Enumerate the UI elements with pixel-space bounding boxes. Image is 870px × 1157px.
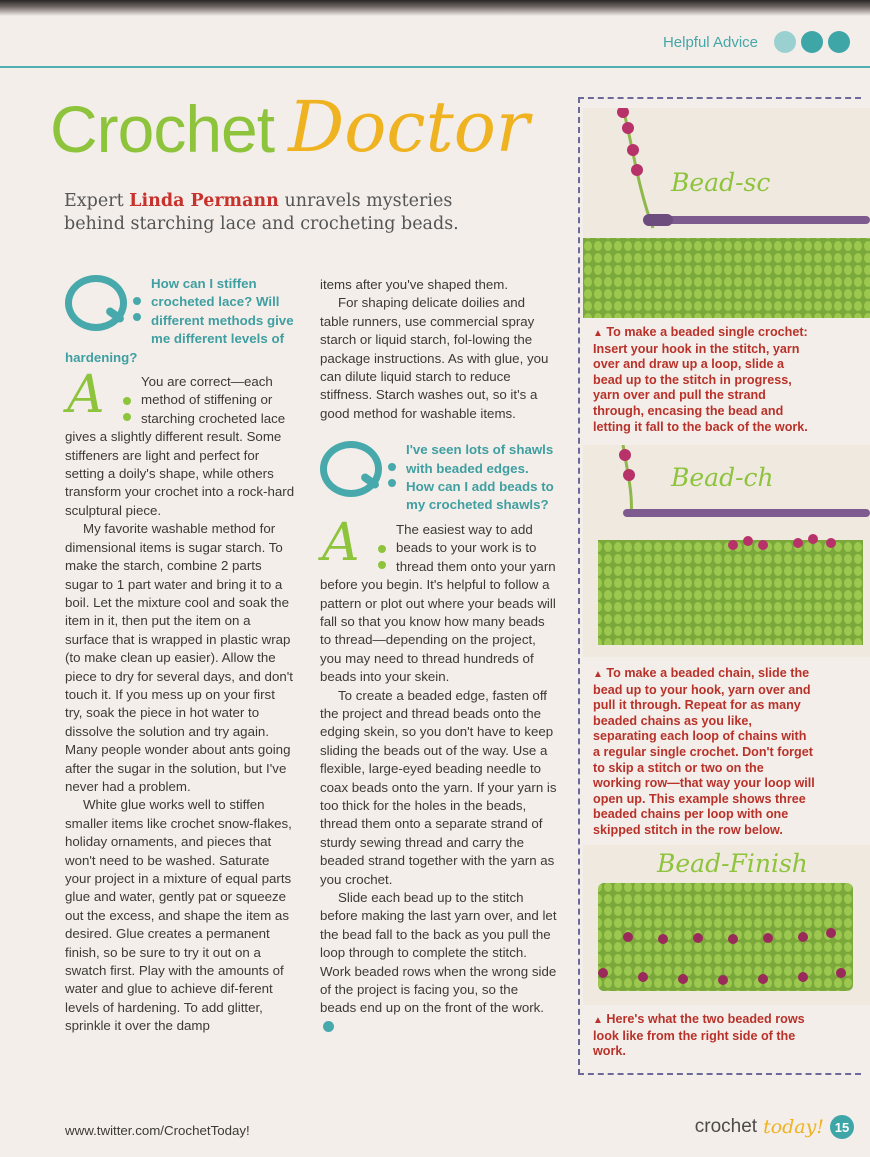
footer-twitter-url: www.twitter.com/CrochetToday!	[65, 1123, 250, 1138]
page-top-edge	[0, 0, 870, 16]
question-2-text: I've seen lots of shawls with beaded edges. How can I add beads to my crocheted shawls?	[406, 442, 554, 513]
article-column-1	[65, 275, 295, 1036]
photo-caption: ▲ Here's what the two beaded rows look like from the right side of the work.	[593, 1012, 805, 1059]
triangle-icon: ▲	[593, 328, 603, 339]
answer-1	[65, 365, 295, 1036]
section-label: Helpful Advice	[662, 34, 758, 51]
title-part2: Doctor	[288, 86, 530, 168]
answer-2-paragraph: To create a beaded edge, fasten off the project and thread beads onto the edging skein, so you don't have to keep sliding the beads out of the way. Use a flexible, large-eyed beading needle to coax beads onto the yarn. If your yarn is too thick for the holes in the beads, thread them onto a separate strand of sturdy sewing thread and carry the beaded strand together with the yarn as you crochet.	[320, 687, 557, 887]
triangle-icon: ▲	[593, 1015, 603, 1026]
article-column-2	[320, 276, 557, 1036]
intro-prefix: Expert	[64, 191, 130, 211]
a-letter-icon: A	[320, 521, 392, 575]
bead-ch-photo	[583, 445, 870, 657]
dot-icon	[828, 31, 850, 53]
photo-label: Bead-Finish	[657, 849, 808, 878]
bead-finish-photo	[583, 845, 870, 1005]
dot-icon	[774, 31, 796, 53]
answer-2-paragraph: The easiest way to add beads to your work is to thread them onto your yarn before you begin. It's helpful to follow a pattern or plot out where your beads will fall so that you know how many beads to thread—depending on the project, you may need to thread hundreds of beads into your skein.	[320, 521, 556, 685]
footer-brand	[695, 1115, 854, 1139]
answer-1-paragraph: For shaping delicate doilies and table runners, use commercial spray starch or liquid starch, fol-lowing the package instructions. As with glue, you can dilute liquid starch to reduce stiffness. Starch washes out, so it's a good method for washable items.	[320, 295, 549, 421]
brand-name: crochet	[694, 1116, 758, 1137]
a-letter-icon: A	[65, 373, 137, 427]
question-1	[65, 275, 295, 367]
brand-name-script: today!	[763, 1116, 824, 1138]
author-name: Linda Permann	[129, 191, 279, 211]
answer-2-paragraph: Slide each bead up to the stitch before making the last yarn over, and let the bead fall to the back as you pull the loop through to complete the stitch. Work beaded rows when the wrong side of the project is facing you, so the beads end up on the front of the work.	[320, 889, 557, 1036]
answer-1-paragraph: items after you've shaped them.	[320, 277, 509, 292]
dot-icon	[801, 31, 823, 53]
answer-1-paragraph: White glue works well to stiffen smaller items like crochet snow-flakes, holiday ornaments, and pieces that won't need to be washed. Saturate your project in a mixture of equal parts glue and water, gently pat or squeeze out the excess, and shape the item as desired. Glue creates a permanent finish, so be sure to try it out on a swatch first. Play with the amounts of water and glue to achieve dif-ferent levels of hardening. To add glitter, sprinkle it over the damp	[65, 797, 292, 1034]
photo-label: Bead-ch	[671, 463, 774, 492]
photo-caption: ▲ To make a beaded chain, slide the bead up to your hook, yarn over and pull it through. Repeat for as many beaded chains as you like, separating each loop of chains with a regular single crochet. Don't forget to skip a stitch or two on the working row—that way your loop will open up. This example shows three beaded chains per loop with one skipped stitch in the row below.	[593, 666, 815, 837]
triangle-icon: ▲	[593, 669, 603, 680]
title-part1: Crochet	[50, 92, 275, 166]
intro-deck	[64, 190, 504, 236]
header-dots	[774, 31, 850, 53]
q-letter-icon	[65, 275, 147, 335]
page-title	[50, 86, 530, 168]
question-1-text: How can I stiffen crocheted lace? Will different methods give me different levels of hardening?	[65, 276, 294, 365]
photo-label: Bead-sc	[671, 168, 771, 197]
bead-sc-photo	[583, 108, 870, 318]
page-number: 15	[830, 1115, 854, 1139]
answer-1-paragraph: My favorite washable method for dimensional items is sugar starch. To make the starch, combine 2 parts sugar to 1 part water and bring it to a boil. Let the mixture cool and soak the item in it, then put the item on a surface that is wrapped in plastic wrap (to make clean up easier). Allow the piece to dry for several days, and don't touch it. If you mess up on your first try, soak the piece in hot water to dissolve the solution and try again. Many people wonder about ants going after the sugar in the solution, but I've never had a problem.	[65, 521, 293, 794]
answer-2	[320, 512, 557, 1036]
end-mark-icon	[323, 1021, 334, 1032]
answer-1-paragraph: You are correct—each method of stiffening or starching crocheted lace gives a slightly different result. Some stiffeners are light and perfect for setting a doily's shape, while others transform your crochet into a rock-hard sculptural piece.	[65, 374, 295, 518]
question-2	[320, 441, 557, 515]
header-rule	[0, 66, 870, 68]
intro-suffix: unravels mysteries behind starching lace and crocheting beads.	[64, 191, 459, 234]
q-letter-icon	[320, 441, 402, 501]
photo-caption: ▲ To make a beaded single crochet: Insert your hook in the stitch, yarn over and draw up a loop, slide a bead up to the stitch in progress, yarn over and pull the strand through, encasing the bead and letting it fall to the back of the work.	[593, 325, 808, 434]
